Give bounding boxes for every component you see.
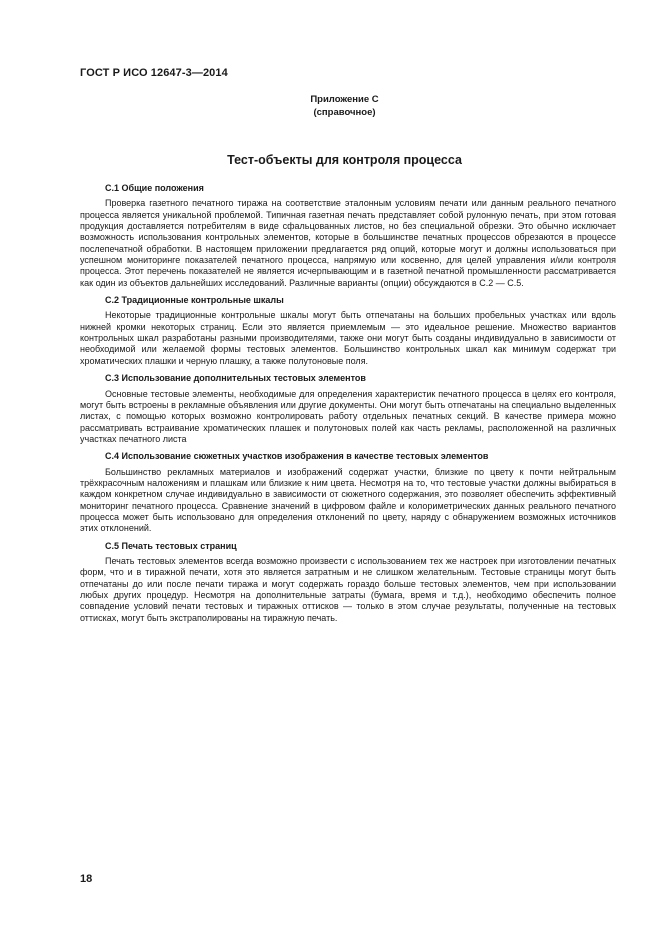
section-paragraph: Основные тестовые элементы, необходимые для определения характеристик печатного процесса в целях его контроля, могут быть встроены в рекламные объявления или другие документы. Они могут быть отпечатаны на специально выделенных листах, с помощью которых возможно контролировать работу отдельных печатных секций. В качестве примера можно рассматривать встраивание хроматических плашек и полутоновых полей как часть рекламы, расположенной на различных участках печатного листа bbox=[80, 388, 616, 444]
page-number: 18 bbox=[80, 873, 93, 885]
section-c4 bbox=[80, 451, 616, 534]
section-heading: С.4 Использование сюжетных участков изображения в качестве тестовых элементов bbox=[105, 451, 489, 462]
section-c5 bbox=[80, 541, 616, 624]
section-paragraph: Печать тестовых элементов всегда возможно произвести с использованием тех же настроек при изготовлении печатных форм, что и в тиражной печати, хотя это является затратным и не слишком желательным. Тестовые страницы могут быть отпечатаны до или после печати тиража и могут содержать гораздо больше тестовых элементов, чем при использовании любых других процедур. Несмотря на дополнительные затраты (бумага, время и т.д.), необходимо обеспечить полное совпадение условий печати тестовых и тиражных оттисков — только в этом случае результаты, полученные на тестовых оттисках, могут быть экстраполированы на тиражную печать. bbox=[80, 555, 616, 623]
section-paragraph: Проверка газетного печатного тиража на соответствие эталонным условиям печати или данным реального печатного процесса является уникальной проблемой. Типичная газетная печать представляет собой рулонную печать, при этом готовая продукция доставляется потребителям в виде сфальцованных листов, но без специальной обрезки. Это обычно исключает возможность использования контрольных элементов, которые в большинстве печатных процессов обрезаются в процессе послепечатной обработки. В настоящем приложении предлагается ряд опций, которые могут и должны использоваться при успешном мониторинге показателей печатного процесса, напрямую или косвенно, для целей управления и/или контроля процесса. Этот перечень показателей не является исчерпывающим и в газетной печатной промышленности рассматривается как один из объектов дальнейших исследований. Различные варианты (опции) обсуждаются в С.2 — С.5. bbox=[80, 198, 616, 288]
section-heading: С.5 Печать тестовых страниц bbox=[105, 540, 237, 551]
section-heading: С.2 Традиционные контрольные шкалы bbox=[105, 295, 284, 306]
section-c1 bbox=[80, 183, 616, 289]
annex-block bbox=[0, 93, 661, 119]
section-c2 bbox=[80, 295, 616, 367]
section-paragraph: Большинство рекламных материалов и изображений содержат участки, близкие по цвету к почти нейтральным трёхкрасочным наложениям и плашкам или близкие к ним цвета. Несмотря на то, что тестовые участки должны выбираться в каждом конкретном случае индивидуально в зависимости от сюжетного содержания, это позволяет обеспечить эффективный мониторинг печатного процесса. Сравнение значений в цифровом файле и колориметрических данных реального печатного процесса может быть использовано для определения отклонений по цвету, наряду с обнаружением возможных источников этих отклонений. bbox=[80, 466, 616, 534]
document-body bbox=[80, 183, 616, 630]
section-paragraph: Некоторые традиционные контрольные шкалы могут быть отпечатаны на больших пробельных участках или вдоль нижней кромки некоторых страниц. Если это является приемлемым — это идеальное решение. Множество вариантов контрольных шкал разработаны разными производителями, также они могут быть созданы индивидуально в зависимости от необходимой или желаемой формы тестовых элементов. Большинство контрольных шкал как минимум содержат три хроматических плашки и черную плашку, а также полутоновые поля. bbox=[80, 310, 616, 366]
annex-label: Приложение С bbox=[310, 94, 379, 105]
annex-type: (справочное) bbox=[313, 107, 376, 118]
section-heading: С.3 Использование дополнительных тестовых элементов bbox=[105, 373, 366, 384]
section-heading: С.1 Общие положения bbox=[105, 183, 204, 193]
annex-title: Тест-объекты для контроля процесса bbox=[227, 153, 462, 167]
document-header: ГОСТ Р ИСО 12647-3—2014 bbox=[80, 67, 228, 79]
section-c3 bbox=[80, 373, 616, 445]
